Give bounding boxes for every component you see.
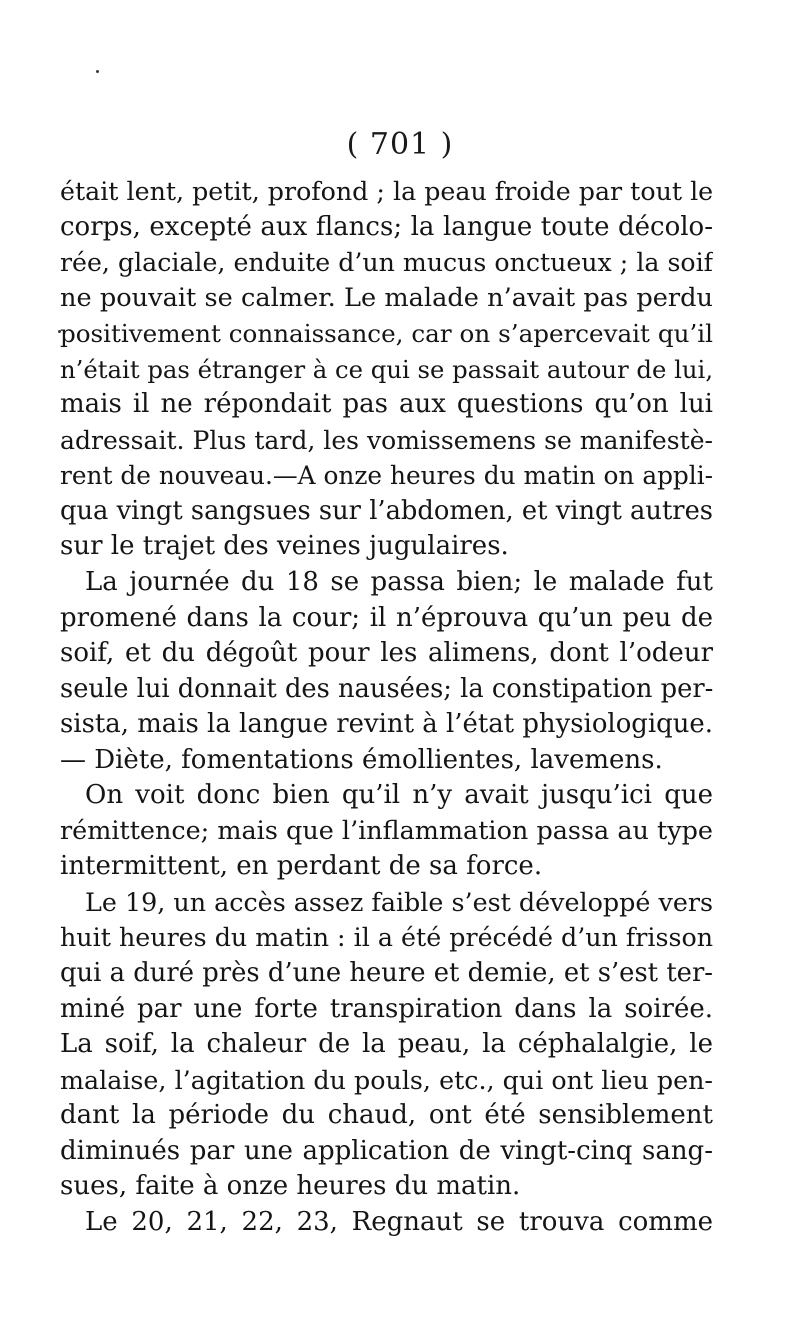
- text-line: huit heures du matin : il a été précédé d’un frisson: [60, 922, 713, 953]
- text-line: ne pouvait se calmer. Le malade n’avait pas perdu: [60, 282, 713, 313]
- scan-speck: [96, 70, 99, 73]
- text-line: sista, mais la langue revint à l’état physiologique.: [60, 709, 713, 740]
- text-line: La soif, la chaleur de la peau, la céphalalgie, le: [60, 1029, 713, 1060]
- text-line: promené dans la cour; il n’éprouva qu’un peu de: [60, 602, 713, 633]
- text-line: était lent, petit, profond ; la peau froide par tout le: [60, 177, 713, 206]
- text-line: sues, faite à onze heures du matin.: [60, 1171, 521, 1202]
- text-line: sur le trajet des veines jugulaires.: [60, 531, 509, 562]
- text-line: rémittence; mais que l’inflammation passa au type: [60, 815, 713, 846]
- text-line: rée, glaciale, enduite d’un mucus onctueux ; la soif: [60, 248, 713, 278]
- body-text: [60, 174, 713, 1240]
- paragraph-first-line: On voit donc bien qu’il n’y avait jusqu’ici que: [85, 780, 713, 811]
- text-line: seule lui donnait des nausées; la constipation per-: [60, 673, 713, 704]
- text-line: dant la période du chaud, ont été sensiblement: [60, 1100, 713, 1131]
- text-line: soif, et du dégoût pour les alimens, dont l’odeur: [60, 638, 713, 669]
- page-number: ( 701 ): [346, 127, 454, 162]
- text-line: mais il ne répondait pas aux questions qu’on lui: [60, 389, 713, 420]
- text-line: rent de nouveau.—A onze heures du matin on appli-: [60, 461, 713, 491]
- text-line: n’était pas étranger à ce qui se passait autour de lui,: [60, 354, 713, 384]
- text-line: qui a duré près d’une heure et demie, et s’est ter-: [60, 958, 713, 989]
- paragraph-first-line: Le 20, 21, 22, 23, Regnaut se trouva comme: [85, 1206, 713, 1237]
- paragraph-first-line: Le 19, un accès assez faible s’est développé vers: [85, 886, 713, 917]
- text-line: miné par une forte transpiration dans la soirée.: [60, 993, 713, 1024]
- text-line: corps, excepté aux flancs; la langue toute décolo-: [60, 211, 713, 242]
- paragraph-first-line: La journée du 18 se passa bien; le malade fut: [85, 567, 713, 598]
- text-line: intermittent, en perdant de sa force.: [60, 851, 543, 882]
- text-line: qua vingt sangsues sur l’abdomen, et vingt autres: [60, 495, 713, 526]
- text-line: adressait. Plus tard, les vomissemens se manifestè-: [60, 425, 713, 455]
- text-line: positivement connaissance, car on s’apercevait qu’il: [60, 319, 713, 349]
- text-line: malaise, l’agitation du pouls, etc., qui ont lieu pen-: [60, 1064, 713, 1095]
- text-line: diminués par une application de vingt-cinq sang-: [60, 1135, 713, 1166]
- text-line: — Diète, fomentations émollientes, lavemens.: [60, 744, 663, 775]
